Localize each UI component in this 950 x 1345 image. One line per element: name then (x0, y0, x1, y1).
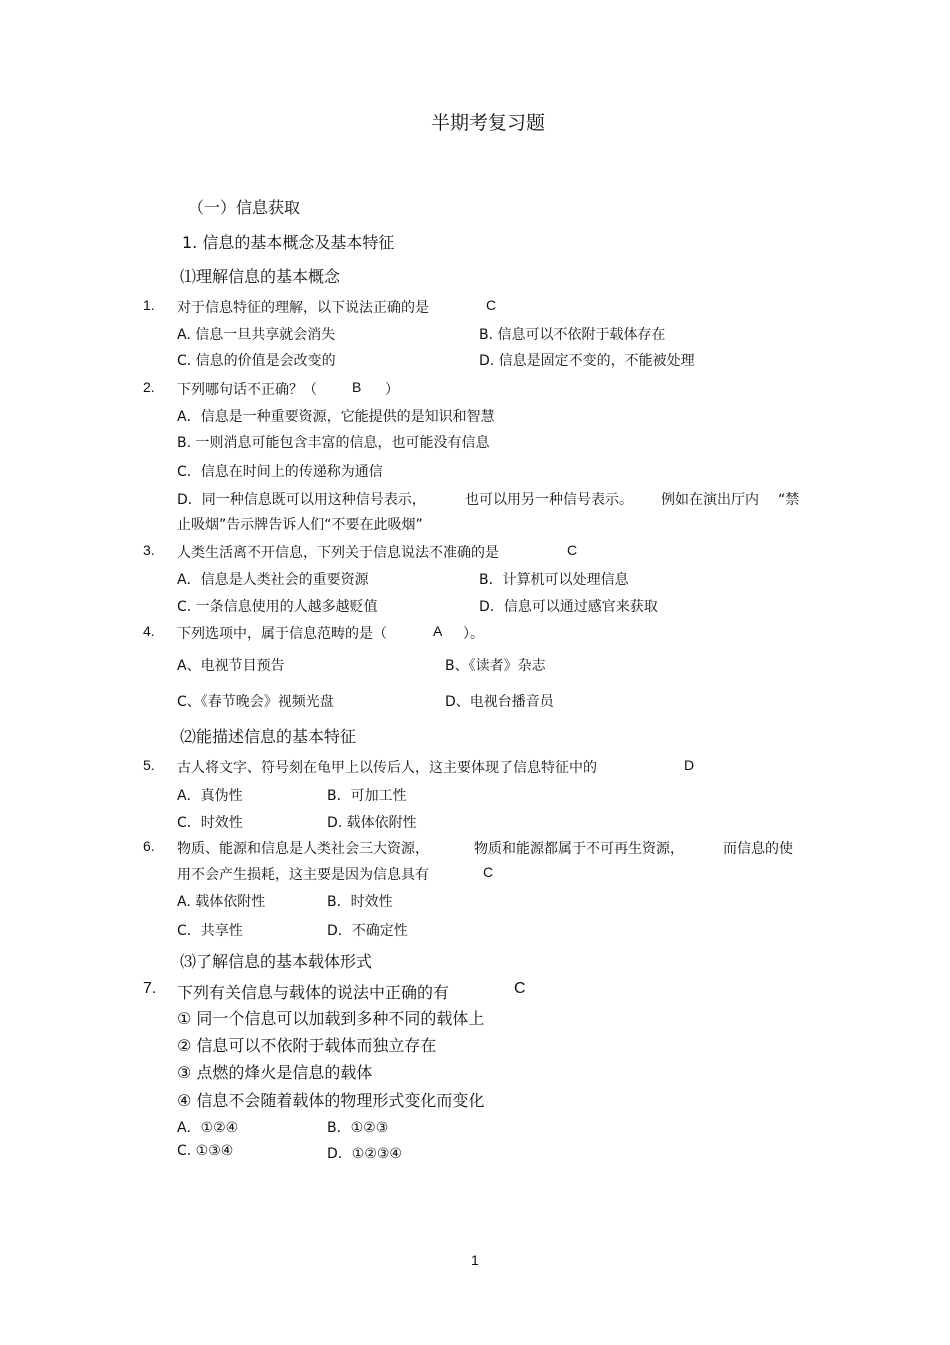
question-text: 物质和能源都属于不可再生资源， (474, 841, 684, 857)
option: B．时效性 (327, 894, 393, 910)
option: B．①②③ (327, 1120, 389, 1136)
option: D．不确定性 (327, 923, 408, 939)
statement: ② 信息可以不依附于载体而独立存在 (177, 1036, 437, 1055)
answer: C (483, 864, 494, 880)
answer: A (433, 623, 443, 639)
option: C．共享性 (177, 923, 243, 939)
topic-heading: ⑶了解信息的基本载体形式 (180, 952, 373, 971)
option: A. 信息一旦共享就会消失 (177, 327, 336, 343)
option: A．真伪性 (177, 788, 243, 804)
answer: D (684, 757, 695, 773)
option: D．①②③④ (327, 1146, 402, 1162)
answer: C (567, 542, 578, 558)
option: B. 信息可以不依附于载体存在 (479, 327, 666, 343)
option: A. 载体依附性 (177, 894, 266, 910)
page-title: 半期考复习题 (431, 112, 546, 134)
question-close: ）。 (463, 626, 484, 642)
option: B．计算机可以处理信息 (479, 572, 629, 588)
section-heading: （一）信息获取 (188, 198, 301, 217)
topic-heading: ⑴理解信息的基本概念 (180, 267, 341, 286)
question-number: 2. (143, 379, 155, 395)
question-number: 7. (143, 980, 157, 997)
answer: C (486, 297, 497, 313)
answer: B (352, 379, 362, 395)
option: B．可加工性 (327, 788, 407, 804)
question-number: 4. (143, 623, 155, 639)
statement: ① 同一个信息可以加载到多种不同的载体上 (177, 1009, 485, 1028)
option: B、《读者》杂志 (445, 658, 546, 674)
option: A．信息是人类社会的重要资源 (177, 572, 369, 588)
option-continuation: “禁 (778, 492, 800, 508)
option: D．同一种信息既可以用这种信号表示， (177, 492, 426, 508)
question-number: 1. (143, 297, 155, 313)
option: A、电视节目预告 (177, 658, 285, 674)
option: D. 载体依附性 (327, 815, 417, 831)
statement: ④ 信息不会随着载体的物理形式变化而变化 (177, 1091, 485, 1110)
question-text: 对于信息特征的理解，以下说法正确的是 (177, 300, 429, 316)
option: A．①②④ (177, 1120, 239, 1136)
option: A．信息是一种重要资源，它能提供的是知识和智慧 (177, 409, 495, 425)
option: C. 一条信息使用的人越多越贬值 (177, 599, 378, 615)
subsection-heading: 1. 信息的基本概念及基本特征 (182, 233, 395, 252)
question-text: 而信息的使 (723, 841, 793, 857)
question-close: ） (385, 382, 399, 398)
option: C、《春节晚会》视频光盘 (177, 694, 334, 710)
question-number: 6. (143, 838, 155, 854)
question-text: 人类生活离不开信息，下列关于信息说法不准确的是 (177, 545, 499, 561)
option: D．信息可以通过感官来获取 (479, 599, 658, 615)
option: B. 一则消息可能包含丰富的信息，也可能没有信息 (177, 435, 490, 451)
question-text: 下列有关信息与载体的说法中正确的有 (177, 983, 450, 1002)
question-number: 3. (143, 542, 155, 558)
option: D、电视台播音员 (445, 694, 554, 710)
page-number: 1 (471, 1252, 479, 1268)
option-continuation: 止吸烟”告示牌告诉人们“不要在此吸烟” (177, 517, 423, 533)
option: C．信息在时间上的传递称为通信 (177, 464, 383, 480)
question-number: 5. (143, 757, 155, 773)
option: C. ①③④ (177, 1143, 234, 1159)
question-text: 物质、能源和信息是人类社会三大资源， (177, 841, 429, 857)
question-text: 下列选项中，属于信息范畴的是（ (177, 626, 387, 642)
answer: C (514, 980, 526, 997)
option: D. 信息是固定不变的，不能被处理 (479, 353, 695, 369)
statement: ③ 点燃的烽火是信息的载体 (177, 1063, 373, 1082)
question-text: 用不会产生损耗，这主要是因为信息具有 (177, 867, 429, 883)
option-continuation: 例如在演出厅内 (661, 492, 759, 508)
question-text: 下列哪句话不正确？（ (177, 382, 317, 398)
option-continuation: 也可以用另一种信号表示。 (465, 492, 633, 508)
option: C．时效性 (177, 815, 243, 831)
topic-heading: ⑵能描述信息的基本特征 (180, 727, 357, 746)
question-text: 古人将文字、符号刻在龟甲上以传后人，这主要体现了信息特征中的 (177, 760, 597, 776)
option: C. 信息的价值是会改变的 (177, 353, 336, 369)
